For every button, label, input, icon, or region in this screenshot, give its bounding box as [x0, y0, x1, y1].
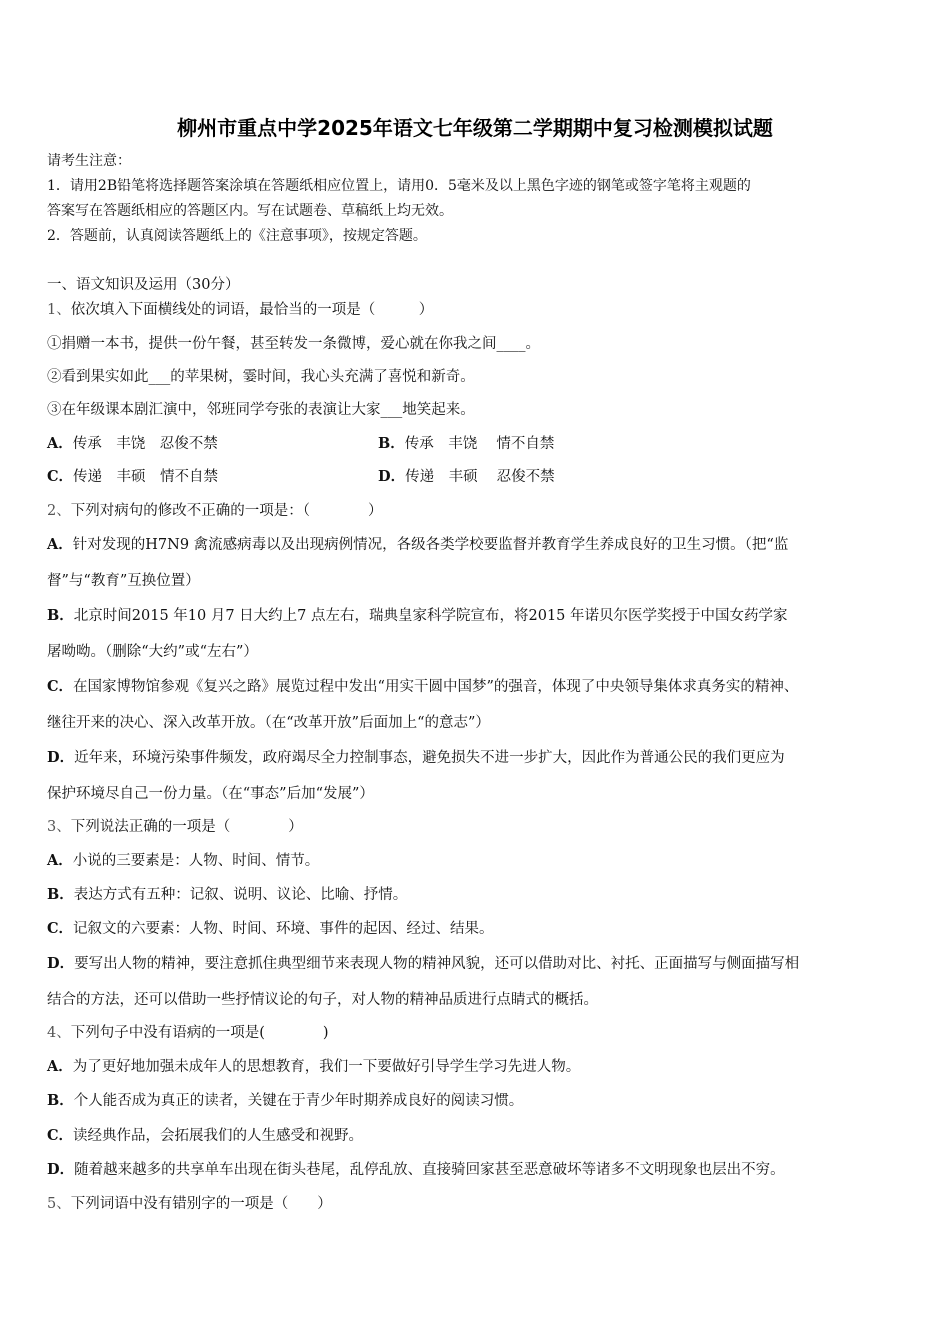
option-label: D． [47, 1161, 75, 1178]
document-title: 柳州市重点中学2025年语文七年级第二学期期中复习检测模拟试题 [177, 116, 773, 140]
question-number: 4、 [47, 1025, 71, 1041]
question-text: 依次填入下面横线处的词语，最恰当的一项是（ ） [70, 302, 434, 318]
question-number: 2、 [47, 503, 71, 519]
question-3-option-d-cont: 结合的方法，还可以借助一些抒情议论的句子，对人物的精神品质进行点睛式的概括。 [47, 992, 598, 1008]
question-1-sentence-1: ①捐赠一本书，提供一份午餐，甚至转发一条微博，爱心就在你我之间____。 [47, 336, 540, 352]
question-5-stem [47, 1194, 332, 1214]
question-text: 下列句子中没有语病的一项是( ) [70, 1025, 329, 1041]
option-label: B． [47, 607, 74, 624]
question-1-option-b [378, 434, 554, 454]
question-text: 下列说法正确的一项是（ ） [70, 819, 303, 835]
question-number: 3、 [47, 819, 71, 835]
option-text: 随着越来越多的共享单车出现在街头巷尾，乱停乱放、直接骑回家甚至恶意破坏等诸多不文明现象也层出不穷。 [74, 1162, 785, 1178]
notice-item-1-cont: 答案写在答题纸相应的答题区内。写在试题卷、草稿纸上均无效。 [47, 203, 453, 219]
question-2-option-b-cont: 屠呦呦。（删除“大约”或“左右”） [47, 644, 258, 660]
notice-item-1: 1．请用2B铅笔将选择题答案涂填在答题纸相应位置上，请用0．5毫米及以上黑色字迹的钢笔或签字笔将主观题的 [47, 178, 751, 194]
option-label: B． [47, 886, 74, 903]
question-text: 下列词语中没有错别字的一项是（ ） [70, 1196, 332, 1212]
option-label: B． [47, 1092, 74, 1109]
option-label: C． [47, 1127, 74, 1144]
option-text: 北京时间2015 年10 月7 日大约上7 点左右，瑞典皇家科学院宣布，将2015 年诺贝尔医学奖授于中国女药学家 [73, 608, 788, 624]
option-text: 表达方式有五种：记叙、说明、议论、比喻、抒情。 [73, 887, 408, 903]
question-2-option-a [47, 535, 788, 555]
question-1-option-c [47, 467, 218, 487]
question-2-option-d [47, 748, 785, 768]
question-4-option-b [47, 1091, 523, 1111]
option-label: B． [378, 435, 405, 452]
section-heading: 一、语文知识及运用（30分） [47, 277, 240, 293]
question-1-stem [47, 300, 433, 320]
option-text: 要写出人物的精神，要注意抓住典型细节来表现人物的精神风貌，还可以借助对比、衬托、正面描写与侧面描写相 [74, 956, 800, 972]
option-text: 近年来，环境污染事件频发，政府竭尽全力控制事态，避免损失不进一步扩大，因此作为普通公民的我们更应为 [74, 750, 785, 766]
question-4-option-c [47, 1126, 363, 1146]
question-number: 1、 [47, 302, 71, 318]
question-2-option-d-cont: 保护环境尽自己一份力量。（在“事态”后加“发展”） [47, 786, 374, 802]
question-4-stem [47, 1023, 329, 1043]
question-2-option-c [47, 677, 798, 697]
question-1-sentence-3: ③在年级课本剧汇演中，邻班同学夸张的表演让大家___地笑起来。 [47, 402, 475, 418]
option-label: D． [47, 749, 75, 766]
question-2-stem [47, 501, 382, 521]
option-label: A． [47, 852, 73, 869]
option-text: 小说的三要素是：人物、时间、情节。 [72, 853, 320, 869]
option-text: 传递 丰硕 情不自禁 [73, 469, 219, 485]
notice-item-2: 2．答题前，认真阅读答题纸上的《注意事项》，按规定答题。 [47, 228, 427, 244]
option-text: 传承 丰饶 情不自禁 [404, 436, 555, 452]
question-1-sentence-2: ②看到果实如此___的苹果树，霎时间，我心头充满了喜悦和新奇。 [47, 369, 475, 385]
option-text: 针对发现的H7N9 禽流感病毒以及出现病例情况，各级各类学校要监督并教育学生养成良好的卫生习惯。（把“监 [72, 537, 789, 553]
option-text: 传递 丰硕 忍俊不禁 [405, 469, 555, 485]
question-2-option-b [47, 606, 788, 626]
option-text: 个人能否成为真正的读者，关键在于青少年时期养成良好的阅读习惯。 [73, 1093, 524, 1109]
question-3-option-b [47, 885, 407, 905]
question-text: 下列对病句的修改不正确的一项是：（ ） [70, 503, 383, 519]
option-text: 传承 丰饶 忍俊不禁 [72, 436, 218, 452]
question-3-stem [47, 817, 303, 837]
question-2-option-a-cont: 督”与“教育”互换位置） [47, 573, 200, 589]
notice-heading: 请考生注意： [47, 153, 131, 169]
option-label: D． [378, 468, 406, 485]
question-2-option-c-cont: 继往开来的决心、深入改革开放。（在“改革开放”后面加上“的意志”） [47, 715, 490, 731]
option-label: C． [47, 920, 74, 937]
option-label: A． [47, 536, 73, 553]
question-1-option-d [378, 467, 555, 487]
question-number: 5、 [47, 1196, 71, 1212]
option-label: D． [47, 955, 75, 972]
option-label: A． [47, 435, 73, 452]
option-label: A． [47, 1058, 73, 1075]
option-text: 读经典作品，会拓展我们的人生感受和视野。 [73, 1128, 364, 1144]
option-label: C． [47, 468, 74, 485]
option-text: 在国家博物馆参观《复兴之路》展览过程中发出“用实干圆中国梦”的强音，体现了中央领导集体求真务实的精神、 [73, 679, 799, 695]
question-3-option-a [47, 851, 319, 871]
question-4-option-a [47, 1057, 580, 1077]
option-label: C． [47, 678, 74, 695]
question-3-option-c [47, 919, 494, 939]
option-text: 记叙文的六要素：人物、时间、环境、事件的起因、经过、结果。 [73, 921, 494, 937]
question-4-option-d [47, 1160, 785, 1180]
question-1-option-a [47, 434, 218, 454]
option-text: 为了更好地加强未成年人的思想教育，我们一下要做好引导学生学习先进人物。 [72, 1059, 581, 1075]
question-3-option-d [47, 954, 799, 974]
